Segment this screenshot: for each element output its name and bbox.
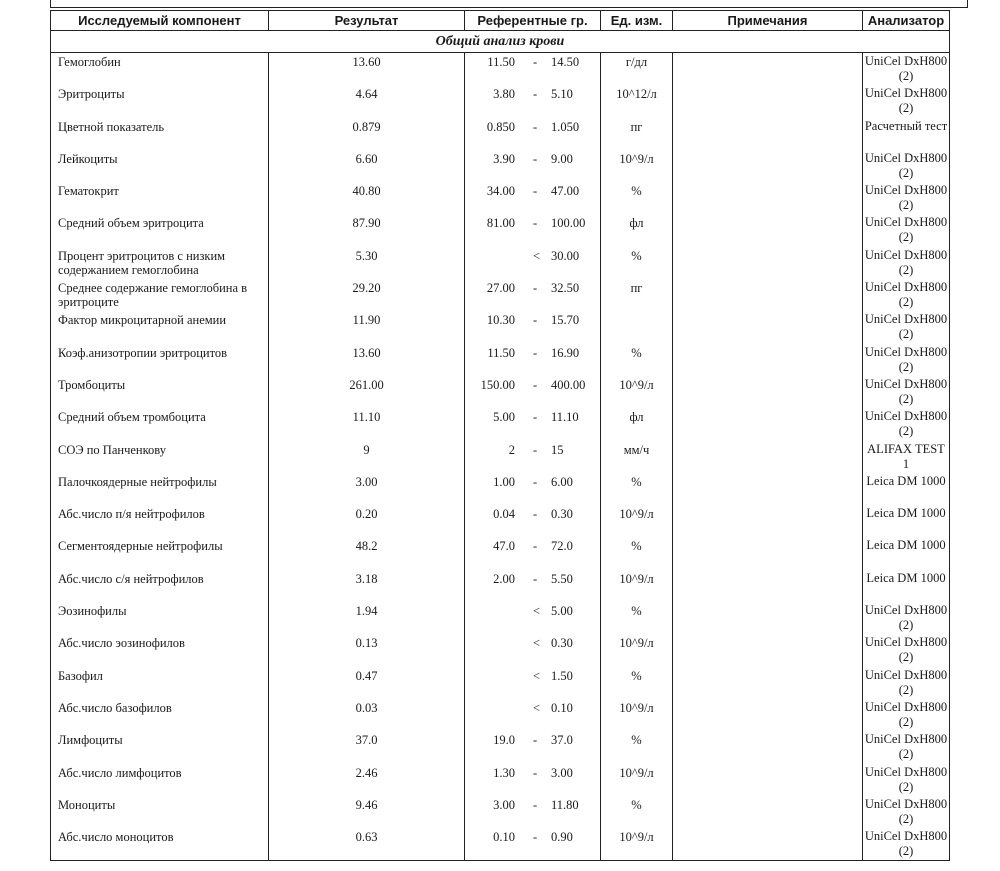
unit-value: 10^9/л [601,764,673,796]
reference-range [465,182,601,214]
reference-high: 14.50 [551,55,580,69]
reference-range [465,570,601,602]
analyzer-name: UniCel DxH800 (2) [863,344,950,376]
analyzer-name: UniCel DxH800 (2) [863,85,950,117]
result-value: 261.00 [269,376,465,408]
reference-low: 1.30 [493,765,515,780]
reference-operator: - [533,345,538,360]
reference-high: 0.30 [551,636,573,651]
reference-low: 10.30 [486,313,515,328]
unit-value: 10^9/л [601,505,673,537]
reference-high: 1.050 [551,119,580,134]
table-row [51,182,950,214]
unit-value: 10^9/л [601,828,673,861]
table-row [51,311,950,343]
table-row [51,731,950,763]
unit-value: фл [601,214,673,246]
component-name: Цветной показатель [51,118,269,150]
analyzer-name: UniCel DxH800 (2) [863,667,950,699]
table-row [51,667,950,699]
reference-range [465,441,601,473]
result-value: 40.80 [269,182,465,214]
reference-operator: - [533,55,538,69]
reference-operator: < [533,248,541,263]
unit-value: % [601,473,673,505]
reference-operator: - [533,410,538,425]
reference-range [465,699,601,731]
note-value [673,828,863,861]
component-name: СОЭ по Панченкову [51,441,269,473]
analyzer-name: UniCel DxH800 (2) [863,699,950,731]
reference-operator: - [533,474,538,489]
reference-low: 5.00 [493,410,515,425]
unit-value: пг [601,279,673,311]
component-name: Палочкоядерные нейтрофилы [51,473,269,505]
reference-operator: < [533,636,541,651]
table-row [51,634,950,666]
table-row [51,247,950,279]
result-value: 0.47 [269,667,465,699]
reference-operator: - [533,216,538,231]
reference-high: 72.0 [551,539,573,554]
note-value [673,667,863,699]
reference-operator: - [533,830,538,845]
table-row [51,473,950,505]
reference-high: 16.90 [551,345,580,360]
reference-high: 30.00 [551,248,580,263]
note-value [673,408,863,440]
reference-range [465,214,601,246]
unit-value: 10^9/л [601,150,673,182]
reference-range [465,828,601,861]
reference-range [465,408,601,440]
reference-high: 1.50 [551,668,573,683]
reference-low: 150.00 [480,377,515,392]
reference-high: 15.70 [551,313,580,328]
component-name: Абс.число моноцитов [51,828,269,861]
unit-value: % [601,602,673,634]
result-value: 2.46 [269,764,465,796]
reference-low: 2.00 [493,571,515,586]
table-row [51,150,950,182]
reference-operator: - [533,765,538,780]
analyzer-name: Leica DM 1000 [863,570,950,602]
reference-operator: < [533,700,541,715]
section-row [51,31,950,53]
reference-operator: - [533,571,538,586]
results-table [50,10,950,861]
reference-operator: - [533,281,538,296]
reference-range [465,667,601,699]
reference-range [465,634,601,666]
note-value [673,53,863,86]
component-name: Гематокрит [51,182,269,214]
table-row [51,699,950,731]
reference-range [465,344,601,376]
reference-high: 6.00 [551,474,573,489]
analyzer-name: UniCel DxH800 (2) [863,796,950,828]
reference-operator: - [533,539,538,554]
note-value [673,537,863,569]
analyzer-name: UniCel DxH800 (2) [863,602,950,634]
unit-value: % [601,537,673,569]
reference-high: 32.50 [551,281,580,296]
reference-operator: - [533,377,538,392]
component-name: Фактор микроцитарной анемии [51,311,269,343]
reference-range [465,473,601,505]
unit-value: г/дл [601,53,673,86]
analyzer-name: Leica DM 1000 [863,505,950,537]
result-value: 0.63 [269,828,465,861]
unit-value: % [601,731,673,763]
reference-high: 11.80 [551,797,579,812]
note-value [673,505,863,537]
reference-range [465,247,601,279]
reference-low: 11.50 [487,55,515,69]
analyzer-name: UniCel DxH800 (2) [863,731,950,763]
result-value: 0.13 [269,634,465,666]
analyzer-name: UniCel DxH800 (2) [863,182,950,214]
reference-high: 15 [551,442,564,457]
unit-value: 10^12/л [601,85,673,117]
column-header-result: Результат [269,11,465,31]
result-value: 87.90 [269,214,465,246]
component-name: Коэф.анизотропии эритроцитов [51,344,269,376]
analyzer-name: UniCel DxH800 (2) [863,311,950,343]
reference-range [465,150,601,182]
reference-high: 5.00 [551,604,573,619]
component-name: Абс.число базофилов [51,699,269,731]
result-value: 3.18 [269,570,465,602]
reference-low: 27.00 [486,281,515,296]
unit-value: мм/ч [601,441,673,473]
analyzer-name: UniCel DxH800 (2) [863,764,950,796]
unit-value: фл [601,408,673,440]
result-value: 0.879 [269,118,465,150]
unit-value: % [601,344,673,376]
reference-operator: - [533,87,538,102]
reference-range [465,537,601,569]
component-name: Средний объем тромбоцита [51,408,269,440]
note-value [673,764,863,796]
reference-operator: - [533,442,538,457]
note-value [673,279,863,311]
reference-high: 11.10 [551,410,579,425]
table-row [51,85,950,117]
reference-range [465,796,601,828]
reference-range [465,53,601,86]
reference-low: 0.10 [493,830,515,845]
result-value: 11.10 [269,408,465,440]
reference-high: 400.00 [551,377,586,392]
analyzer-name: UniCel DxH800 (2) [863,247,950,279]
analyzer-name: UniCel DxH800 (2) [863,408,950,440]
reference-low: 81.00 [486,216,515,231]
reference-high: 0.90 [551,830,573,845]
reference-operator: < [533,604,541,619]
unit-value: 10^9/л [601,699,673,731]
analyzer-name: UniCel DxH800 (2) [863,214,950,246]
reference-range [465,279,601,311]
table-row [51,344,950,376]
note-value [673,796,863,828]
table-row [51,53,950,86]
component-name: Базофил [51,667,269,699]
analyzer-name: UniCel DxH800 (2) [863,634,950,666]
reference-operator: - [533,184,538,199]
analyzer-name: UniCel DxH800 (2) [863,376,950,408]
component-name: Абс.число п/я нейтрофилов [51,505,269,537]
column-header-component: Исследуемый компонент [51,11,269,31]
table-row [51,376,950,408]
unit-value: % [601,667,673,699]
table-row [51,602,950,634]
column-header-notes: Примечания [673,11,863,31]
reference-range [465,764,601,796]
component-name: Эритроциты [51,85,269,117]
result-value: 1.94 [269,602,465,634]
component-name: Сегментоядерные нейтрофилы [51,537,269,569]
reference-high: 5.10 [551,87,573,102]
table-row [51,118,950,150]
component-name: Тромбоциты [51,376,269,408]
reference-low: 11.50 [487,345,515,360]
note-value [673,247,863,279]
reference-low: 2 [508,442,515,457]
analyzer-name: UniCel DxH800 (2) [863,279,950,311]
reference-low: 3.80 [493,87,515,102]
result-value: 6.60 [269,150,465,182]
component-name: Лимфоциты [51,731,269,763]
note-value [673,344,863,376]
result-value: 9 [269,441,465,473]
reference-range [465,118,601,150]
component-name: Моноциты [51,796,269,828]
note-value [673,150,863,182]
reference-low: 1.00 [493,474,515,489]
note-value [673,441,863,473]
component-name: Эозинофилы [51,602,269,634]
unit-value: 10^9/л [601,570,673,602]
result-value: 13.60 [269,53,465,86]
note-value [673,602,863,634]
note-value [673,182,863,214]
note-value [673,731,863,763]
reference-range [465,376,601,408]
analyzer-name: UniCel DxH800 (2) [863,828,950,861]
component-name: Процент эритроцитов с низким содержанием гемоглобина [51,247,269,279]
component-name: Гемоглобин [51,53,269,86]
component-name: Абс.число лимфоцитов [51,764,269,796]
result-value: 4.64 [269,85,465,117]
table-header-row [51,11,950,31]
reference-high: 47.00 [551,184,580,199]
reference-low: 19.0 [493,733,515,748]
analyzer-name: Leica DM 1000 [863,537,950,569]
table-row [51,764,950,796]
reference-operator: - [533,313,538,328]
reference-range [465,602,601,634]
note-value [673,699,863,731]
table-row [51,214,950,246]
reference-range [465,311,601,343]
table-row [51,441,950,473]
section-title: Общий анализ крови [51,31,950,53]
reference-high: 0.30 [551,507,573,522]
reference-range [465,505,601,537]
component-name: Среднее содержание гемоглобина в эритроците [51,279,269,311]
note-value [673,376,863,408]
note-value [673,214,863,246]
component-name: Абс.число эозинофилов [51,634,269,666]
note-value [673,311,863,343]
result-value: 29.20 [269,279,465,311]
reference-range [465,85,601,117]
table-row [51,796,950,828]
result-value: 0.20 [269,505,465,537]
table-row [51,408,950,440]
unit-value: 10^9/л [601,376,673,408]
table-row [51,279,950,311]
unit-value: % [601,796,673,828]
reference-low: 47.0 [493,539,515,554]
reference-high: 0.10 [551,700,573,715]
reference-low: 34.00 [486,184,515,199]
unit-value: пг [601,118,673,150]
component-name: Средний объем эритроцита [51,214,269,246]
note-value [673,118,863,150]
note-value [673,570,863,602]
reference-operator: - [533,507,538,522]
reference-high: 3.00 [551,765,573,780]
reference-operator: - [533,733,538,748]
reference-low: 0.850 [486,119,515,134]
reference-operator: - [533,797,538,812]
result-value: 5.30 [269,247,465,279]
note-value [673,85,863,117]
table-row [51,505,950,537]
reference-high: 100.00 [551,216,586,231]
header-box-remnant [50,0,968,8]
note-value [673,634,863,666]
analyzer-name: Leica DM 1000 [863,473,950,505]
analyzer-name: UniCel DxH800 (2) [863,53,950,86]
component-name: Лейкоциты [51,150,269,182]
reference-operator: < [533,668,541,683]
result-value: 37.0 [269,731,465,763]
unit-value: 10^9/л [601,634,673,666]
component-name: Абс.число с/я нейтрофилов [51,570,269,602]
reference-high: 37.0 [551,733,573,748]
result-value: 13.60 [269,344,465,376]
unit-value [601,311,673,343]
analyzer-name: Расчетный тест [863,118,950,150]
reference-high: 5.50 [551,571,573,586]
result-value: 11.90 [269,311,465,343]
result-value: 3.00 [269,473,465,505]
column-header-analyzer: Анализатор [863,11,950,31]
reference-operator: - [533,151,538,166]
reference-high: 9.00 [551,151,573,166]
table-row [51,537,950,569]
reference-low: 0.04 [493,507,515,522]
column-header-unit: Ед. изм. [601,11,673,31]
reference-operator: - [533,119,538,134]
reference-low: 3.00 [493,797,515,812]
table-row [51,570,950,602]
analyzer-name: ALIFAX TEST 1 [863,441,950,473]
result-value: 9.46 [269,796,465,828]
table-row [51,828,950,861]
unit-value: % [601,182,673,214]
note-value [673,473,863,505]
unit-value: % [601,247,673,279]
column-header-reference: Референтные гр. [465,11,601,31]
reference-low: 3.90 [493,151,515,166]
analyzer-name: UniCel DxH800 (2) [863,150,950,182]
reference-range [465,731,601,763]
result-value: 48.2 [269,537,465,569]
result-value: 0.03 [269,699,465,731]
